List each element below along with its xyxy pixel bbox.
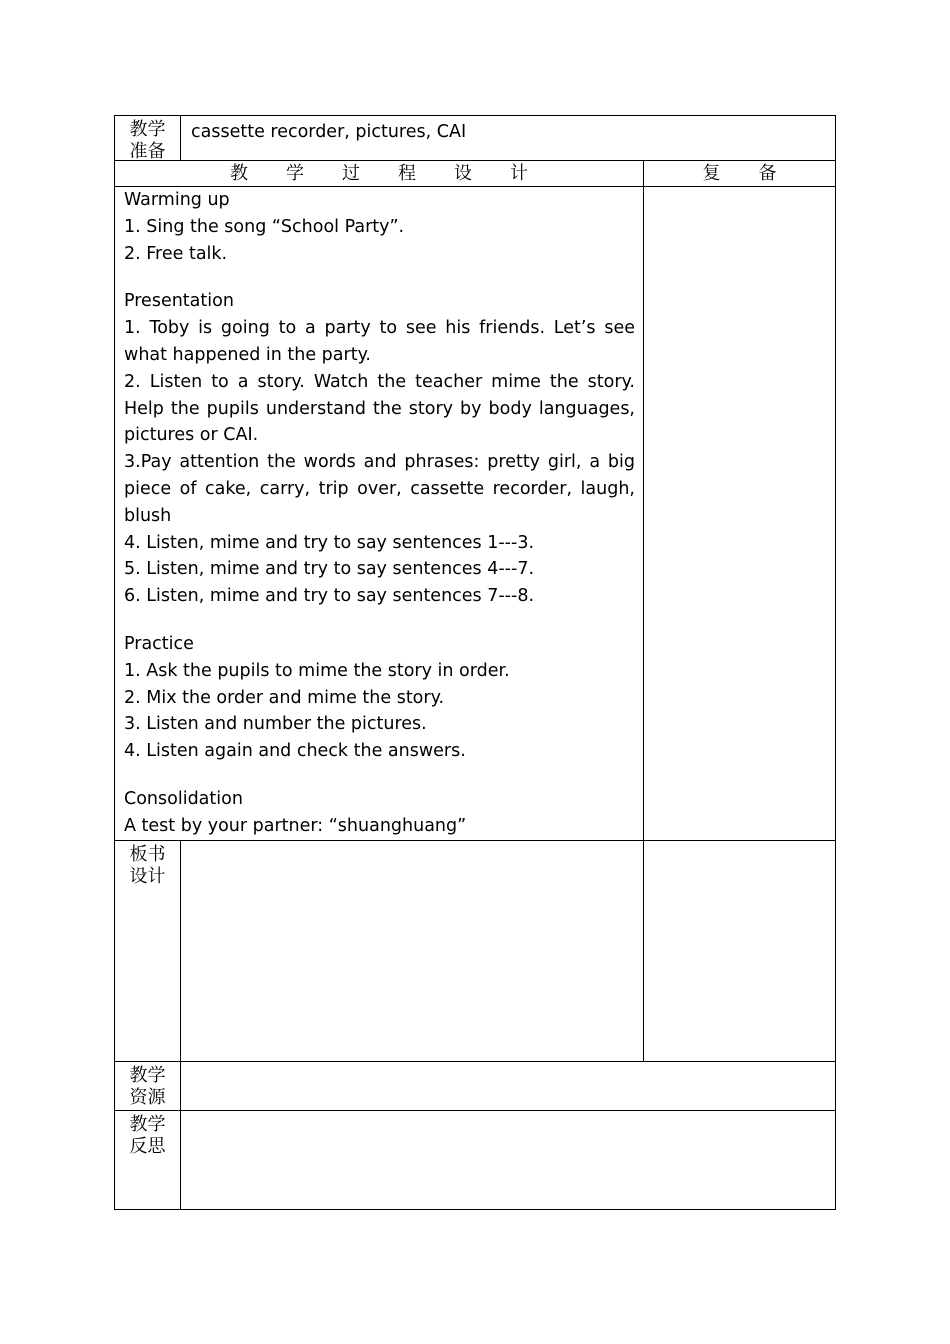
process-header-char: 计 [510, 163, 528, 184]
section-title: Practice [124, 633, 194, 654]
process-header-char: 程 [398, 163, 416, 184]
prep-text: cassette recorder, pictures, CAI [191, 122, 467, 142]
prep-label-line2: 准备 [129, 141, 166, 162]
prep-label-line1: 教学 [129, 119, 166, 140]
list-item: A test by your partner: “shuanghuang” [124, 815, 467, 836]
list-item: 2. Mix the order and mime the story. [124, 687, 445, 708]
resources-label-cell [114, 1061, 181, 1111]
process-header-cell [114, 160, 644, 187]
reflection-label-line1: 教学 [129, 1114, 166, 1135]
lesson-plan-table [114, 115, 836, 1210]
board-review-cell [643, 840, 836, 1062]
list-item: 1. Sing the song “School Party”. [124, 216, 405, 237]
process-header-char: 教 [230, 163, 248, 184]
resources-label-line2: 资源 [129, 1087, 166, 1108]
list-item: 4. Listen, mime and try to say sentences 1---3. [124, 532, 535, 553]
process-header-char: 设 [454, 163, 472, 184]
board-label-cell [114, 840, 181, 1062]
process-header [115, 161, 643, 186]
reflection-content-cell [180, 1110, 836, 1210]
list-item: 5. Listen, mime and try to say sentences 4---7. [124, 559, 535, 580]
process-header-char: 学 [286, 163, 304, 184]
board-content-cell [180, 840, 644, 1062]
board-label-line1: 板书 [129, 844, 166, 865]
resources-label-line1: 教学 [129, 1065, 166, 1086]
review-header-char: 复 [702, 163, 721, 184]
list-item: 1. Ask the pupils to mime the story in order. [124, 660, 510, 681]
list-item: 4. Listen again and check the answers. [124, 741, 466, 762]
process-header-char: 过 [342, 163, 360, 184]
reflection-label-cell [114, 1110, 181, 1210]
board-label-line2: 设计 [129, 866, 166, 887]
review-header [644, 161, 835, 186]
section-title: Presentation [124, 291, 234, 312]
list-item: 3. Listen and number the pictures. [124, 714, 427, 735]
process-content-cell [114, 186, 644, 841]
list-item: 6. Listen, mime and try to say sentences 7---8. [124, 586, 535, 607]
list-item: 3.Pay attention the words and phrases: pretty girl, a big piece of cake, carry, trip over, cassette recorder, laugh, blush [124, 452, 635, 526]
reflection-label-line2: 反思 [129, 1136, 166, 1157]
resources-content-cell [180, 1061, 836, 1111]
list-item: 2. Listen to a story. Watch the teacher mime the story. Help the pupils understand the story by body languages, pictures or CAI. [124, 371, 635, 446]
prep-content-cell [180, 115, 836, 161]
section-title: Warming up [124, 190, 230, 210]
list-item: 2. Free talk. [124, 243, 228, 264]
review-header-cell [643, 160, 836, 187]
list-item: 1. Toby is going to a party to see his friends. Let’s see what happened in the party. [124, 318, 635, 365]
review-header-char: 备 [758, 163, 777, 184]
prep-label-cell [114, 115, 181, 161]
section-title: Consolidation [124, 788, 243, 809]
review-content-cell [643, 186, 836, 841]
